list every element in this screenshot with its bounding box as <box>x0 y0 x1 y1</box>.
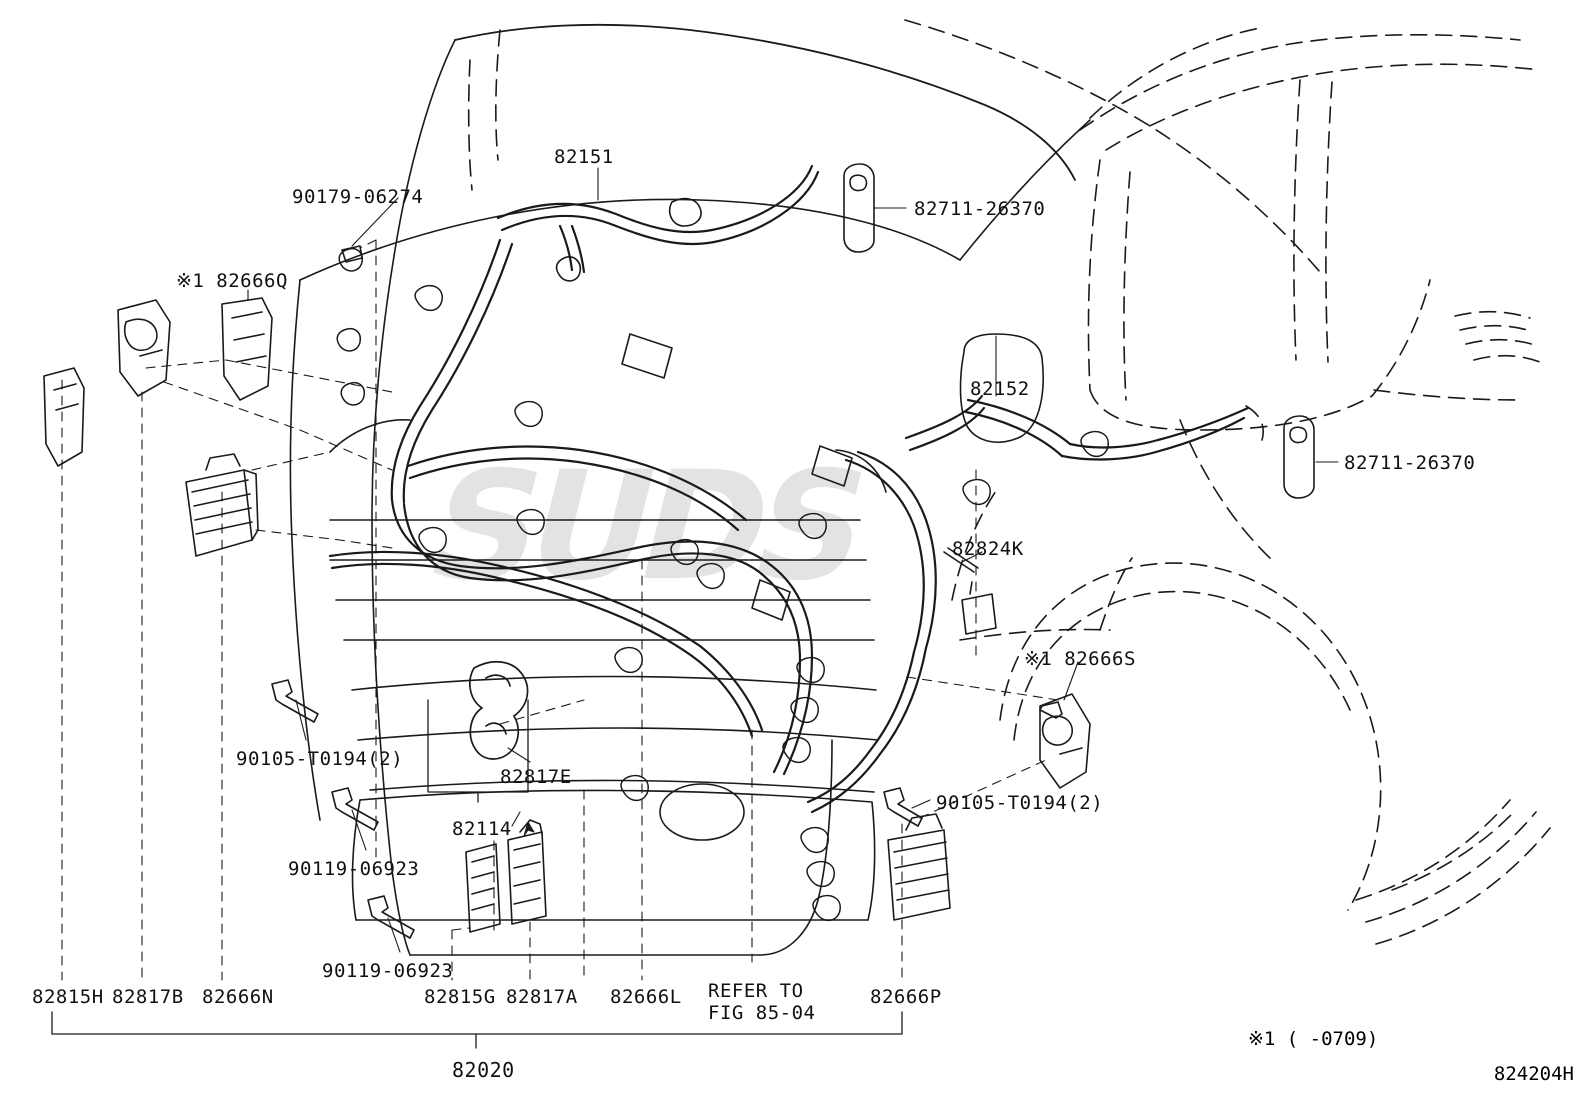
label-82817B: 82817B <box>112 986 184 1008</box>
label-82152: 82152 <box>970 378 1030 400</box>
figure-code: 824204H <box>1493 1063 1574 1085</box>
watermark: SUDS <box>411 440 878 614</box>
label-82815G: 82815G <box>424 986 496 1008</box>
refer-to-note-line2: FIG 85-04 <box>708 1002 816 1024</box>
footnote-asterisk-1: ※1 ( -0709) <box>1248 1028 1379 1050</box>
label-82817E: 82817E <box>500 766 572 788</box>
label-82020: 82020 <box>452 1058 515 1082</box>
label-82666L: 82666L <box>610 986 682 1008</box>
label-82666P: 82666P <box>870 986 942 1008</box>
label-82666S: ※1 82666S <box>1024 648 1136 670</box>
label-82817A: 82817A <box>506 986 578 1008</box>
refer-to-note-line1: REFER TO <box>708 980 804 1002</box>
label-90179-06274: 90179-06274 <box>292 186 424 208</box>
label-82711-26370-upper: 82711-26370 <box>914 198 1046 220</box>
label-90105-T0194-left: 90105-T0194(2) <box>236 748 404 770</box>
label-82815H: 82815H <box>32 986 104 1008</box>
label-82666Q: ※1 82666Q <box>176 270 288 292</box>
label-82114: 82114 <box>452 818 512 840</box>
label-82711-26370-door: 82711-26370 <box>1344 452 1476 474</box>
label-90105-T0194-right: 90105-T0194(2) <box>936 792 1104 814</box>
label-82824K: 82824K <box>952 538 1024 560</box>
label-82151: 82151 <box>554 146 614 168</box>
label-82666N: 82666N <box>202 986 274 1008</box>
label-90119-06923-lower: 90119-06923 <box>322 960 454 982</box>
label-90119-06923-upper: 90119-06923 <box>288 858 420 880</box>
